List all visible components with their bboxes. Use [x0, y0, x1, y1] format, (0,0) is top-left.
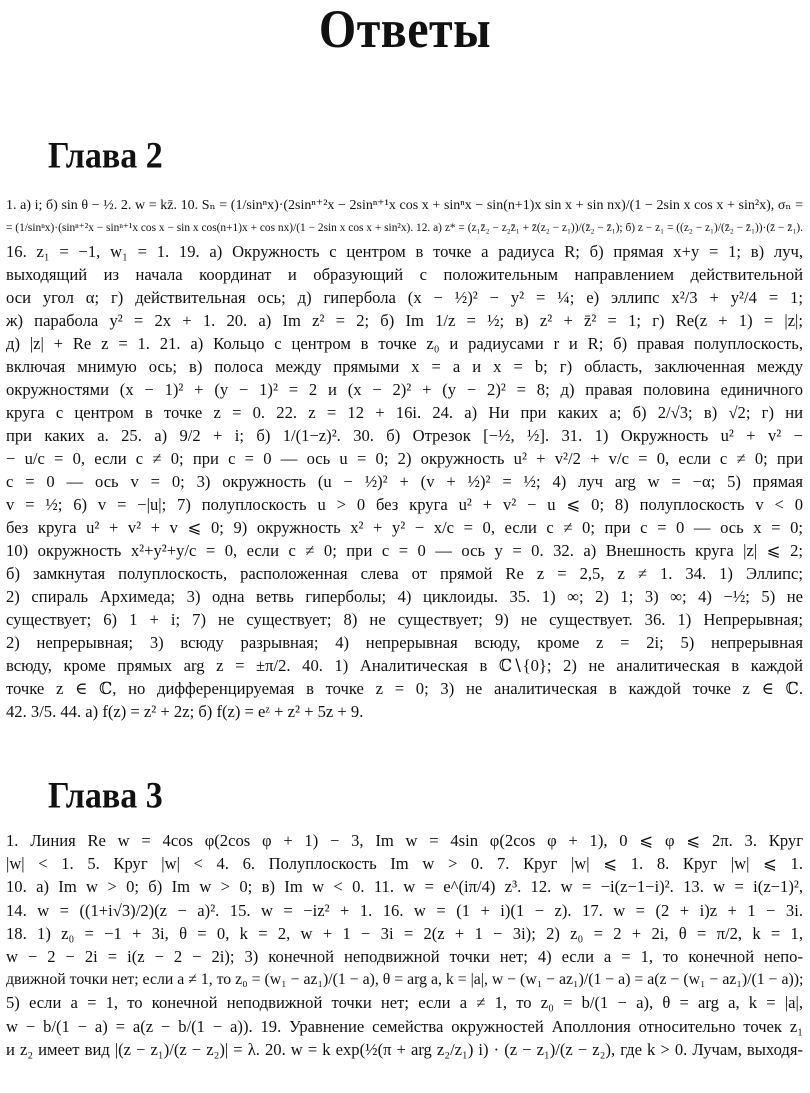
chapter-3-title: Глава 3: [48, 776, 163, 816]
answer-line: ж) парабола y² = 2x + 1. 20. а) Im z² = 2; б) Im 1/z = ½; в) z² + z̄² = 1; г) Re(z + 1) = |z|;: [6, 311, 803, 330]
answer-line: 2) непрерывная; 3) всюду разрывная; 4) непрерывная всюду, кроме z = 2i; 5) непрерывная: [6, 633, 803, 652]
answer-line: и z₂ имеет вид |(z − z₁)/(z − z₂)| = λ. 20. w = k exp(½(π + arg z₂/z₁) i) · (z − z₁)/(z − z₂), где k > 0. Лучам, выходя-: [6, 1039, 803, 1059]
answer-line: 1. а) i; б) sin θ − ½. 2. w = kz̄. 10. Sₙ = (1/sinⁿx)·(2sinⁿ⁺²x − 2sinⁿ⁺¹x cos x + sinⁿx − sin(n+1)x sin x + sin nx)/(1 − 2sin x cos x + sin²x), σₙ =: [6, 198, 803, 213]
answer-line: выходящий из начала координат и образующий с положительным направлением действительной: [6, 265, 803, 284]
answer-line: 2) спираль Архимеда; 3) одна ветвь гиперболы; 4) циклоиды. 35. 1) ∞; 2) 1; 3) ∞; 4) −½; 5) не: [6, 587, 803, 606]
answer-line: 14. w = ((1+i√3)/2)(z − a)². 15. w = −iz² + 1. 16. w = (1 + i)(1 − z). 17. w = (2 + i)z + 1 − 3i.: [6, 900, 803, 920]
answer-line: точке z ∈ ℂ, но дифференцируемая в точке z = 0; 3) не аналитическая в каждой точке z ∈ ℂ.: [6, 679, 803, 698]
answer-line: оси угол α; г) действительная ось; д) гипербола (x − ½)² − y² = ¼; е) эллипс x²/3 + y²/4 = 1;: [6, 288, 803, 307]
answer-line: б) замкнутая полуплоскость, расположенная слева от прямой Re z = 2,5, z ≠ 1. 34. 1) Эллипс;: [6, 564, 803, 583]
answer-line: w − 2 − 2i = i(z − 2 − 2i); 3) конечной неподвижной точки нет; 4) если a = 1, то конечной непо-: [6, 946, 803, 966]
answer-line: 18. 1) z₀ = −1 + 3i, θ = 0, k = 2, w + 1 − 3i = 2(z + 1 − 3i); 2) z₀ = 2 + 2i, θ = π/2, k = 1,: [6, 923, 803, 943]
answer-line: круга с центром в точке z = 0. 22. z = 12 + 16i. 24. а) Ни при каких a; б) 2/√3; в) √2; г) ни: [6, 403, 803, 422]
answer-line: движной точки нет; если a ≠ 1, то z₀ = (w₁ − az₁)/(1 − a), θ = arg a, k = |a|, w − (w₁ − az₁)/(1 − a) = a(z − (w₁ − az₁)/(1 − a));: [6, 971, 803, 989]
chapter-3-answers: [6, 829, 803, 1061]
chapter-2-answers: [6, 194, 803, 723]
answer-line: w − b/(1 − a) = a(z − b/(1 − a)). 19. Уравнение семейства окружностей Аполлония относительно точек z₁: [6, 1016, 803, 1036]
answer-line: = (1/sinⁿx)·(sinⁿ⁺²x − sinⁿ⁺¹x cos x − sin x cos(n+1)x + cos nx)/(1 − 2sin x cos x + sin²x). 12. а) z* = (z₁z̄₂ − z₂z̄₁ + z̄(z₂ − z₁))/(z̄₂ − z̄₁); б) z − z₁ = ((z₂ − z₁)/(z̄₂ − z̄₁))·(z̄ − z̄₁).: [6, 222, 803, 234]
page-title: Ответы: [318, 0, 492, 60]
answer-line: 10) окружность x²+y²+y/c = 0, если c ≠ 0; при c = 0 — ось y = 0. 32. а) Внешность круга |z| ⩽ 2;: [6, 541, 803, 560]
chapter-2-title: Глава 2: [48, 136, 163, 176]
answer-line: |w| < 1. 5. Круг |w| < 4. 6. Полуплоскость Im w > 0. 7. Круг |w| ⩽ 1. 8. Круг |w| ⩽ 1.: [6, 854, 803, 874]
answer-line: д) |z| + Re z = 1. 21. а) Кольцо с центром в точке z₀ и радиусами r и R; б) правая полуплоскость,: [6, 334, 803, 353]
answer-line: включая мнимую ось; в) полоса между прямыми x = a и x = b; г) область, заключенная между: [6, 357, 803, 376]
answer-line: без круга u² + v² + v ⩽ 0; 9) окружность x² + y² − x/c = 0, если c ≠ 0; при c = 0 — ось x = 0;: [6, 518, 803, 537]
answer-line: 1. Линия Re w = 4cos φ(2cos φ + 1) − 3, Im w = 4sin φ(2cos φ + 1), 0 ⩽ φ ⩽ 2π. 3. Круг: [6, 831, 803, 850]
answer-line: 5) если a = 1, то конечной неподвижной точки нет; если a ≠ 1, то z₀ = b/(1 − a), θ = arg a, k = |a|,: [6, 993, 803, 1013]
answer-line: при каких a. 25. а) 9/2 + i; б) 1/(1−z)². 30. б) Отрезок [−½, ½]. 31. 1) Окружность u² + v² −: [6, 426, 803, 445]
answer-line: 42. 3/5. 44. а) f(z) = z² + 2z; б) f(z) = eᶻ + z² + 5z + 9.: [6, 702, 364, 721]
answer-line: 10. а) Im w > 0; б) Im w > 0; в) Im w < 0. 11. w = e^(iπ/4) z³. 12. w = −i(z−1−i)². 13. w = i(z−1)²,: [6, 877, 803, 897]
answer-line: − u/c = 0, если c ≠ 0; при c = 0 — ось u = 0; 2) окружность u² + v²/2 + v/c = 0, если c ≠ 0; при: [6, 449, 803, 468]
answer-line: всюду, кроме прямых arg z = ±π/2. 40. 1) Аналитическая в ℂ∖{0}; 2) не аналитическая в каждой: [6, 656, 803, 675]
answer-line: существует; 6) 1 + i; 7) не существует; 8) не существует; 9) не существует. 36. 1) Непрерывная;: [6, 610, 803, 629]
answer-line: v = ½; 6) v = −|u|; 7) полуплоскость u > 0 без круга u² + v² − u ⩽ 0; 8) полуплоскость v < 0: [6, 495, 803, 514]
answer-line: окружностями (x − 1)² + (y − 1)² = 2 и (x − 2)² + (y − 2)² = 8; д) правая половина единичного: [6, 380, 803, 399]
answer-line: 16. z₁ = −1, w₁ = 1. 19. а) Окружность с центром в точке a радиуса R; б) прямая x+y = 1; в) луч,: [6, 242, 803, 261]
answer-line: c = 0 — ось v = 0; 3) окружность (u − ½)² + (v + ½)² = ½; 4) луч arg w = −α; 5) прямая: [6, 472, 803, 491]
